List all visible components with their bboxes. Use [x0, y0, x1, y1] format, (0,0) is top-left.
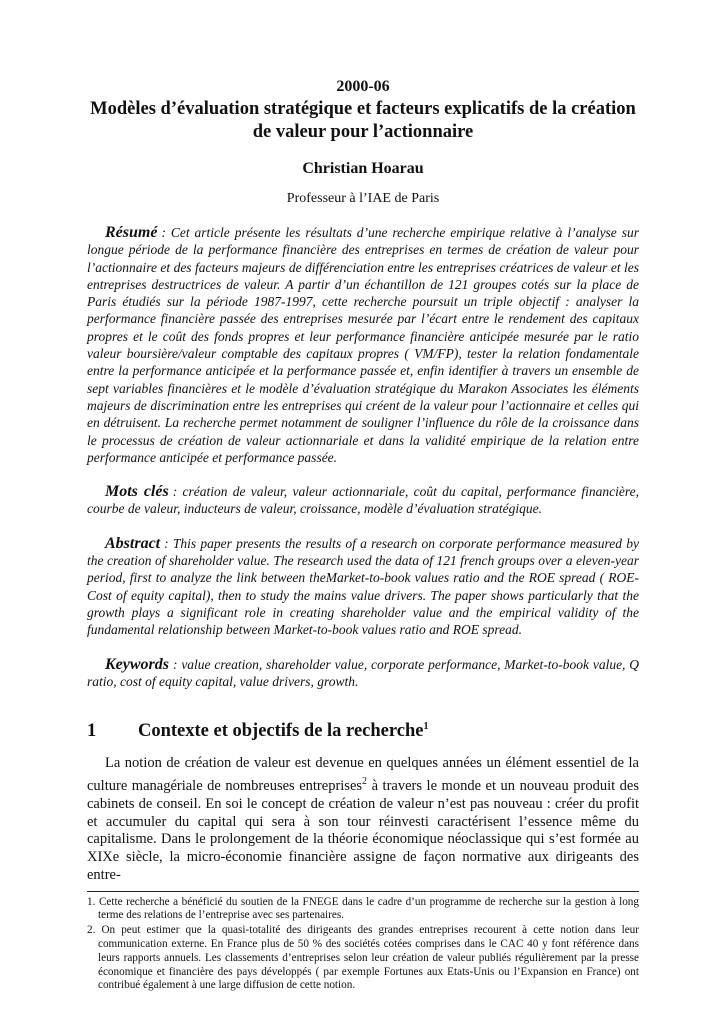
keywords-label: Keywords [105, 655, 169, 673]
mots-cles-paragraph [87, 483, 639, 518]
author-affiliation: Professeur à l’IAE de Paris [286, 191, 440, 206]
footnote-2: 2. On peut estimer que la quasi-totalité des dirigeants des grandes entreprises recourent à cette notion dans leur communication externe. En France plus de 50 % des sociétés cotées comprises dans le CAC 40 y font référence dans leurs rapports annuels. Les classements d’entreprises selon leur création de valeur publiés régulièrement par la presse économique et financière des pays développés ( par exemple Fortunes aux Etats-Unis ou l’Expansion en France) ont contribué également à une large diffusion de cette notion. [87, 924, 639, 992]
footnote-1: 1. Cette recherche a bénéficié du soutien de la FNEGE dans le cadre d’un programme de recherche sur la gestion à long terme des relations de l’entreprise avec ses partenaires. [87, 895, 639, 922]
resume-label: Résumé [105, 224, 158, 241]
resume-text: : Cet article présente les résultats d’une recherche empirique relative à l’analyse sur longue période de la performance financière des entreprises en termes de création de valeur pour l’actionnaire et des facteurs majeurs de différenciation entre les entreprises créatrices de valeur et les entreprises destructrices de valeur. A partir d’un échantillon de 121 groupes cotés sur la place de Paris étudiés sur la période 1987-1997, cette recherche poursuit un triple objectif : analyser la performance financière passée des entreprises mesurée par l’écart entre le rendement des capitaux propres et le coût des fonds propres et leur performance financière anticipée mesurée par le ratio valeur boursière/valeur comptable des capitaux propres ( VM/FP), tester la relation fondamentale entre la performance anticipée et la performance passée et, enfin identifier à travers un ensemble de sept variables financières et le modèle d’évaluation stratégique du Marakon Associates les éléments majeurs de discrimination entre les entreprises qui créent de la valeur pour l’actionnaire et celles qui en détruisent. La recherche permet notamment de souligner l’influence du rôle de la croissance dans le processus de création de valeur actionnariale et dans la validité empirique de la relation entre performance anticipée et performance passée. [87, 225, 639, 465]
resume-paragraph [87, 224, 639, 466]
section-heading [87, 721, 639, 742]
footnote-divider [87, 891, 639, 892]
footnote-ref-2[interactable]: 2 [362, 776, 368, 788]
mots-cles-label: Mots clés [105, 483, 169, 501]
body-paragraph [87, 755, 639, 884]
keywords-paragraph [87, 656, 639, 691]
section-number: 1 [87, 721, 97, 742]
paper-title: Modèles d’évaluation stratégique et facteurs explicatifs de la création de valeur pour l’actionnaire [90, 99, 636, 142]
footnote-ref-1[interactable]: 1 [423, 721, 429, 733]
abstract-label: Abstract [105, 534, 161, 552]
mots-cles-text: : création de valeur, valeur actionnariale, coût du capital, performance financière, courbe de valeur, inducteurs de valeur, croissance, modèle d’évaluation stratégique. [87, 484, 639, 517]
abstract-text: : This paper presents the results of a research on corporate performance measured by the creation of shareholder value. The research used the data of 121 french groups over a eleven-year period, first to analyze the link between theMarket-to-book values ratio and the ROE spread ( ROE- Cost of equity capital), then to study the mains value drivers. The paper shows particularly that the growth plays a significant role in creating shareholder value and the empirical validity of the fundamental relationship between Market-to-book values ratio and ROE spread. [87, 535, 639, 638]
keywords-text: : value creation, shareholder value, corporate performance, Market-to-book value, Q ratio, cost of equity capital, value drivers, growth. [87, 656, 639, 689]
body-text-end: à travers le monde et un nouveau produit des cabinets de conseil. En soi le concept de création de valeur n’est pas nouveau : créer du profit et accumuler du capital qui sera à son tour réinvesti caractérisent l’essence même du capitalisme. Dans le prolongement de la théorie économique néoclassique qui s’est formée au XIXe siècle, la micro-économie financière assigne de façon normative aux dirigeants des entre- [87, 777, 640, 883]
paper-page [87, 78, 639, 994]
author-name: Christian Hoarau [302, 160, 424, 177]
body-text-start: La notion de création de valeur est devenue en quelques années un élément essentiel de la culture managériale de nombreuses entreprises [87, 755, 639, 794]
paper-number: 2000-06 [336, 78, 390, 95]
abstract-paragraph [87, 535, 639, 639]
section-title: Contexte et objectifs de la recherche [138, 721, 424, 742]
